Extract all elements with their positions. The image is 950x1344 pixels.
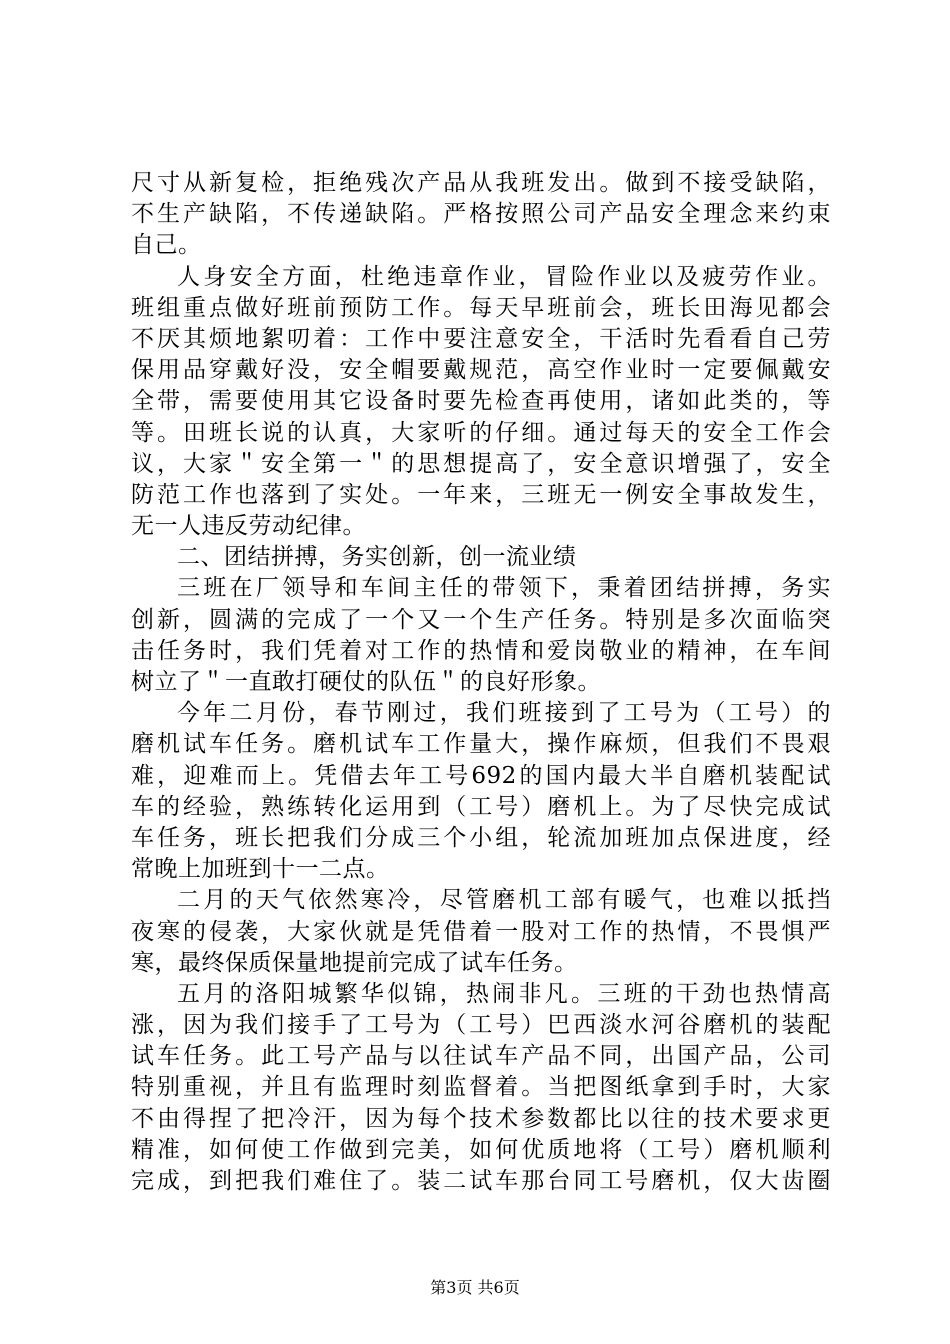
text-line: 保用品穿戴好没，安全帽要戴规范，高空作业时一定要佩戴安 [131,357,831,384]
text-line: 二、团结拼搏，务实创新，创一流业绩 [177,544,577,571]
text-line: 不厌其烦地絮叨着：工作中要注意安全，干活时先看看自己劳 [131,325,831,352]
text-line: 班组重点做好班前预防工作。每天早班前会，班长田海见都会 [131,294,831,321]
page-footer: 第3页 共6页 [430,1278,520,1297]
text-line: 议，大家＂安全第一＂的思想提高了，安全意识增强了，安全 [131,450,831,477]
text-line: 无一人违反劳动纪律。 [131,513,366,540]
text-line: 击任务时，我们凭着对工作的热情和爱岗敬业的精神，在车间 [131,637,831,664]
text-line: 自己。 [131,232,202,259]
text-line: 创新，圆满的完成了一个又一个生产任务。特别是多次面临突 [131,606,831,633]
text-line: 特别重视，并且有监理时刻监督着。当把图纸拿到手时，大家 [131,1074,831,1101]
text-line: 尺寸从新复检，拒绝残次产品从我班发出。做到不接受缺陷， [131,170,831,196]
text-line: 车任务，班长把我们分成三个小组，轮流加班加点保进度，经 [131,824,831,851]
text-line: 全带，需要使用其它设备时要先检查再使用，诸如此类的，等 [131,388,831,415]
text-line: 三班在厂领导和车间主任的带领下，秉着团结拼搏，务实 [177,575,831,602]
text-line: 难，迎难而上。凭借去年工号692的国内最大半自磨机装配试 [131,762,831,789]
text-line: 常晚上加班到十一二点。 [131,856,390,883]
document-body [131,168,831,1197]
text-line: 磨机试车任务。磨机试车工作量大，操作麻烦，但我们不畏艰 [131,731,831,758]
text-line: 二月的天气依然寒冷，尽管磨机工部有暖气，也难以抵挡 [177,887,831,914]
text-line: 等。田班长说的认真，大家听的仔细。通过每天的安全工作会 [131,419,831,446]
text-line: 防范工作也落到了实处。一年来，三班无一例安全事故发生， [131,481,831,508]
text-line: 试车任务。此工号产品与以往试车产品不同，出国产品，公司 [131,1043,831,1070]
text-line: 树立了＂一直敢打硬仗的队伍＂的良好形象。 [131,669,601,695]
text-line: 不生产缺陷，不传递缺陷。严格按照公司产品安全理念来约束 [131,201,831,228]
text-line: 涨，因为我们接手了工号为（工号）巴西淡水河谷磨机的装配 [131,1012,831,1039]
text-line: 车的经验，熟练转化运用到（工号）磨机上。为了尽快完成试 [131,793,831,820]
text-line: 五月的洛阳城繁华似锦，热闹非凡。三班的干劲也热情高 [177,980,831,1007]
text-line: 完成，到把我们难住了。装二试车那台同工号磨机，仅大齿圈 [131,1168,831,1194]
text-line: 人身安全方面，杜绝违章作业，冒险作业以及疲劳作业。 [177,263,831,290]
text-line: 不由得捏了把冷汗，因为每个技术参数都比以往的技术要求更 [131,1105,831,1132]
text-line: 精准，如何使工作做到完美，如何优质地将（工号）磨机顺利 [131,1136,831,1163]
text-line: 寒，最终保质保量地提前完成了试车任务。 [131,949,578,976]
text-line: 夜寒的侵袭，大家伙就是凭借着一股对工作的热情，不畏惧严 [131,918,831,945]
text-line: 今年二月份，春节刚过，我们班接到了工号为（工号）的 [177,700,831,727]
